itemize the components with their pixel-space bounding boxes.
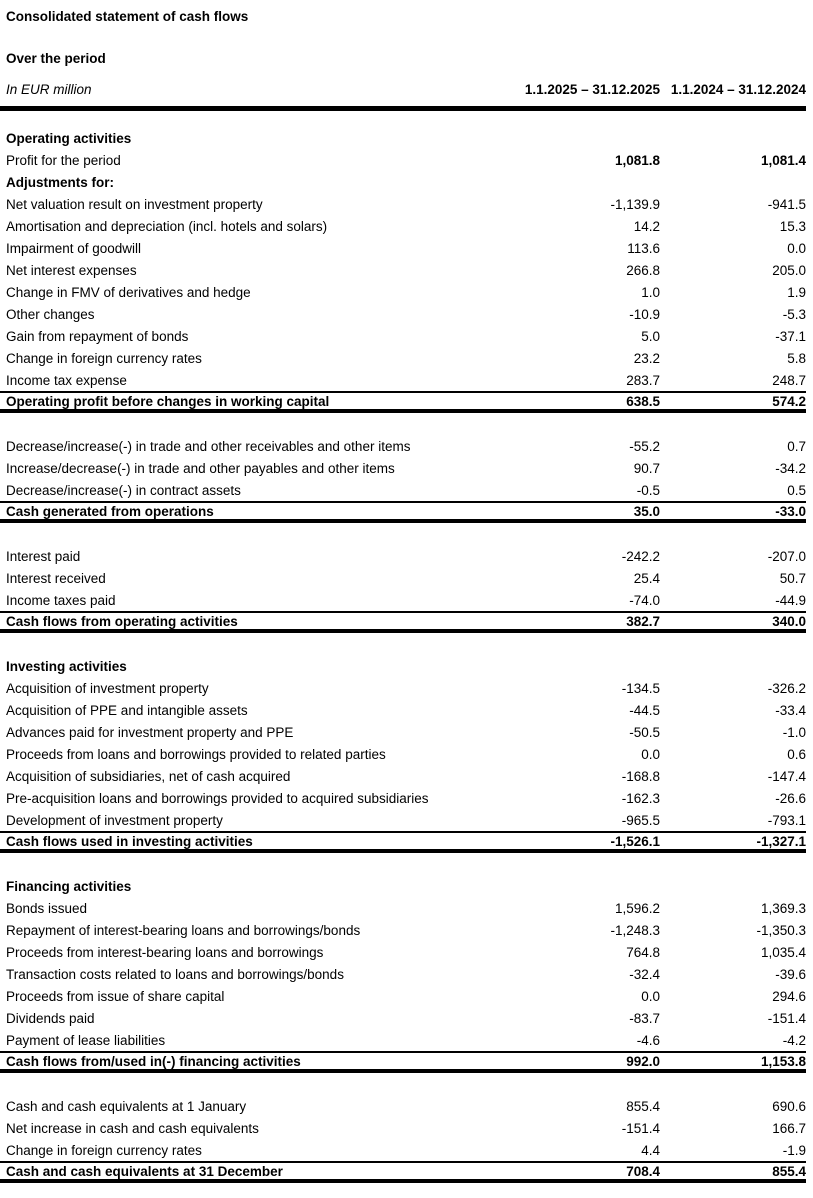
table-row	[0, 1029, 806, 1051]
table-row	[0, 457, 806, 479]
row-value-2024: -793.1	[767, 812, 806, 828]
row-value-2025: -0.5	[636, 482, 660, 498]
row-label: Bonds issued	[6, 900, 88, 916]
row-value-2025: 113.6	[627, 240, 660, 256]
row-value-2025: -151.4	[621, 1120, 660, 1136]
table-row	[0, 369, 806, 391]
row-value-2024: -37.1	[775, 328, 806, 344]
table-row	[0, 259, 806, 281]
total-row	[0, 391, 806, 413]
row-value-2025: 764.8	[626, 944, 660, 960]
row-value-2025: 4.4	[641, 1142, 660, 1158]
row-value-2024: 0.0	[787, 240, 806, 256]
row-value-2025: -83.7	[629, 1010, 660, 1026]
row-value-2024: 1,369.3	[760, 900, 806, 916]
table-row	[0, 193, 806, 215]
row-value-2025: -50.5	[629, 724, 660, 740]
table-row	[0, 1117, 806, 1139]
row-value-2024: -34.2	[775, 460, 806, 476]
row-value-2025: -10.9	[629, 306, 660, 322]
table-row	[0, 1139, 806, 1161]
row-label: Proceeds from interest-bearing loans and borrowings	[6, 944, 324, 960]
row-value-2025: -1,248.3	[610, 922, 660, 938]
row-value-2025: 266.8	[626, 262, 660, 278]
row-label: Financing activities	[6, 878, 132, 894]
table-row	[0, 303, 806, 325]
row-label: Advances paid for investment property and PPE	[6, 724, 294, 740]
row-value-2024: 294.6	[772, 988, 806, 1004]
table-row	[0, 567, 806, 589]
row-value-2025: 0.0	[641, 988, 660, 1004]
row-value-2024: 205.0	[772, 262, 806, 278]
row-value-2024: -39.6	[775, 966, 806, 982]
table-row	[0, 347, 806, 369]
row-label: Other changes	[6, 306, 95, 322]
row-value-2025: 708.4	[626, 1163, 660, 1179]
table-row	[0, 149, 806, 171]
row-value-2024: 0.6	[787, 746, 806, 762]
row-label: Gain from repayment of bonds	[6, 328, 189, 344]
row-value-2025: 1,081.8	[614, 152, 660, 168]
spacer-row	[0, 523, 806, 545]
row-label: Operating activities	[6, 130, 132, 146]
row-label: Impairment of goodwill	[6, 240, 142, 256]
page-title: Consolidated statement of cash flows	[6, 9, 249, 24]
row-value-2024: -5.3	[782, 306, 806, 322]
row-label: Cash flows used in investing activities	[6, 833, 253, 849]
unit-label: In EUR million	[6, 82, 92, 97]
table-row	[0, 281, 806, 303]
row-label: Payment of lease liabilities	[6, 1032, 166, 1048]
row-value-2024: -26.6	[775, 790, 806, 806]
row-label: Profit for the period	[6, 152, 121, 168]
row-value-2025: -965.5	[621, 812, 660, 828]
table-row	[0, 897, 806, 919]
row-label: Net increase in cash and cash equivalents	[6, 1120, 259, 1136]
table-row	[0, 545, 806, 567]
table-row	[0, 743, 806, 765]
row-value-2025: -44.5	[629, 702, 660, 718]
row-value-2025: -242.2	[621, 548, 660, 564]
row-label: Net valuation result on investment property	[6, 196, 263, 212]
row-label: Cash flows from/used in(-) financing activities	[6, 1053, 301, 1069]
table-row	[0, 809, 806, 831]
row-value-2025: 25.4	[633, 570, 660, 586]
column-header-period-2024: 1.1.2024 – 31.12.2024	[670, 82, 806, 97]
table-row	[0, 215, 806, 237]
row-value-2025: 1,596.2	[614, 900, 660, 916]
row-value-2025: 23.2	[633, 350, 660, 366]
row-label: Income tax expense	[6, 372, 127, 388]
table-column-header-row	[0, 82, 806, 111]
row-value-2025: -168.8	[621, 768, 660, 784]
row-value-2025: 0.0	[641, 746, 660, 762]
row-value-2025: -1,139.9	[610, 196, 660, 212]
row-value-2024: -33.4	[775, 702, 806, 718]
spacer-row	[0, 1073, 806, 1095]
row-value-2024: 1,035.4	[760, 944, 806, 960]
row-value-2025: 382.7	[626, 613, 660, 629]
row-label: Change in FMV of derivatives and hedge	[6, 284, 251, 300]
spacer-row	[0, 413, 806, 435]
table-row	[0, 479, 806, 501]
row-label: Cash and cash equivalents at 1 January	[6, 1098, 247, 1114]
section-header-row	[0, 127, 806, 149]
row-value-2024: -1.0	[782, 724, 806, 740]
row-label: Acquisition of subsidiaries, net of cash acquired	[6, 768, 291, 784]
row-label: Change in foreign currency rates	[6, 1142, 202, 1158]
row-label: Acquisition of investment property	[6, 680, 209, 696]
row-value-2025: -32.4	[629, 966, 660, 982]
row-value-2024: 690.6	[772, 1098, 806, 1114]
row-value-2024: -44.9	[775, 592, 806, 608]
row-label: Proceeds from loans and borrowings provided to related parties	[6, 746, 386, 762]
row-value-2024: 5.8	[787, 350, 806, 366]
row-value-2024: -941.5	[767, 196, 806, 212]
row-value-2024: -147.4	[767, 768, 806, 784]
row-value-2025: 855.4	[626, 1098, 660, 1114]
row-label: Transaction costs related to loans and borrowings/bonds	[6, 966, 344, 982]
row-value-2024: 0.5	[787, 482, 806, 498]
row-label: Change in foreign currency rates	[6, 350, 202, 366]
row-value-2024: 248.7	[772, 372, 806, 388]
row-value-2024: 1,153.8	[760, 1053, 806, 1069]
row-value-2024: 1,081.4	[760, 152, 806, 168]
row-label: Operating profit before changes in working capital	[6, 393, 330, 409]
statement-table-body	[0, 111, 806, 1183]
row-label: Interest paid	[6, 548, 81, 564]
row-value-2025: 638.5	[626, 393, 660, 409]
total-row	[0, 501, 806, 523]
table-row	[0, 765, 806, 787]
total-row	[0, 831, 806, 853]
spacer-row	[0, 853, 806, 875]
row-label: Acquisition of PPE and intangible assets	[6, 702, 248, 718]
row-value-2024: -4.2	[782, 1032, 806, 1048]
table-row	[0, 1007, 806, 1029]
row-label: Pre-acquisition loans and borrowings provided to acquired subsidiaries	[6, 790, 429, 806]
row-label: Increase/decrease(-) in trade and other payables and other items	[6, 460, 395, 476]
row-value-2025: -1,526.1	[610, 833, 660, 849]
row-value-2024: 166.7	[772, 1120, 806, 1136]
row-label: Decrease/increase(-) in contract assets	[6, 482, 241, 498]
section-header-row	[0, 655, 806, 677]
row-value-2025: 283.7	[626, 372, 660, 388]
row-value-2024: -1.9	[782, 1142, 806, 1158]
row-label: Development of investment property	[6, 812, 223, 828]
row-label: Interest received	[6, 570, 106, 586]
row-label: Amortisation and depreciation (incl. hotels and solars)	[6, 218, 328, 234]
row-label: Cash flows from operating activities	[6, 613, 238, 629]
row-value-2025: -4.6	[636, 1032, 660, 1048]
row-label: Decrease/increase(-) in trade and other receivables and other items	[6, 438, 411, 454]
row-label: Adjustments for:	[6, 174, 114, 190]
table-row	[0, 1095, 806, 1117]
total-row	[0, 611, 806, 633]
row-value-2024: -326.2	[767, 680, 806, 696]
row-label: Cash and cash equivalents at 31 December	[6, 1163, 283, 1179]
section-header-row	[0, 875, 806, 897]
total-row	[0, 1051, 806, 1073]
table-row	[0, 787, 806, 809]
table-row	[0, 963, 806, 985]
row-value-2025: 90.7	[633, 460, 660, 476]
row-label: Investing activities	[6, 658, 127, 674]
row-value-2025: 35.0	[633, 503, 660, 519]
table-row	[0, 699, 806, 721]
row-value-2024: 15.3	[779, 218, 806, 234]
row-value-2024: 855.4	[772, 1163, 806, 1179]
row-value-2025: -162.3	[621, 790, 660, 806]
row-label: Net interest expenses	[6, 262, 137, 278]
row-label: Income taxes paid	[6, 592, 116, 608]
row-value-2024: 0.7	[787, 438, 806, 454]
row-value-2025: -55.2	[629, 438, 660, 454]
row-value-2025: -74.0	[629, 592, 660, 608]
row-value-2024: 1.9	[787, 284, 806, 300]
row-label: Cash generated from operations	[6, 503, 214, 519]
row-value-2025: 5.0	[641, 328, 660, 344]
table-row	[0, 985, 806, 1007]
table-row	[0, 435, 806, 457]
total-row	[0, 1161, 806, 1183]
row-value-2025: 1.0	[641, 284, 660, 300]
column-header-period-2025: 1.1.2025 – 31.12.2025	[524, 82, 660, 97]
row-value-2024: -1,327.1	[756, 833, 806, 849]
period-subtitle: Over the period	[6, 51, 106, 66]
table-row	[0, 677, 806, 699]
table-row	[0, 919, 806, 941]
row-value-2024: -151.4	[767, 1010, 806, 1026]
table-row	[0, 941, 806, 963]
table-row	[0, 237, 806, 259]
row-value-2024: 574.2	[772, 393, 806, 409]
table-row	[0, 589, 806, 611]
row-label: Repayment of interest-bearing loans and borrowings/bonds	[6, 922, 361, 938]
row-value-2024: 50.7	[779, 570, 806, 586]
row-value-2025: 992.0	[626, 1053, 660, 1069]
row-value-2024: -1,350.3	[756, 922, 806, 938]
row-label: Dividends paid	[6, 1010, 95, 1026]
row-value-2025: 14.2	[633, 218, 660, 234]
table-row	[0, 721, 806, 743]
row-value-2024: -33.0	[775, 503, 806, 519]
row-value-2024: -207.0	[767, 548, 806, 564]
row-value-2024: 340.0	[772, 613, 806, 629]
row-label: Proceeds from issue of share capital	[6, 988, 225, 1004]
section-header-row	[0, 171, 806, 193]
row-value-2025: -134.5	[621, 680, 660, 696]
table-row	[0, 325, 806, 347]
spacer-row	[0, 633, 806, 655]
